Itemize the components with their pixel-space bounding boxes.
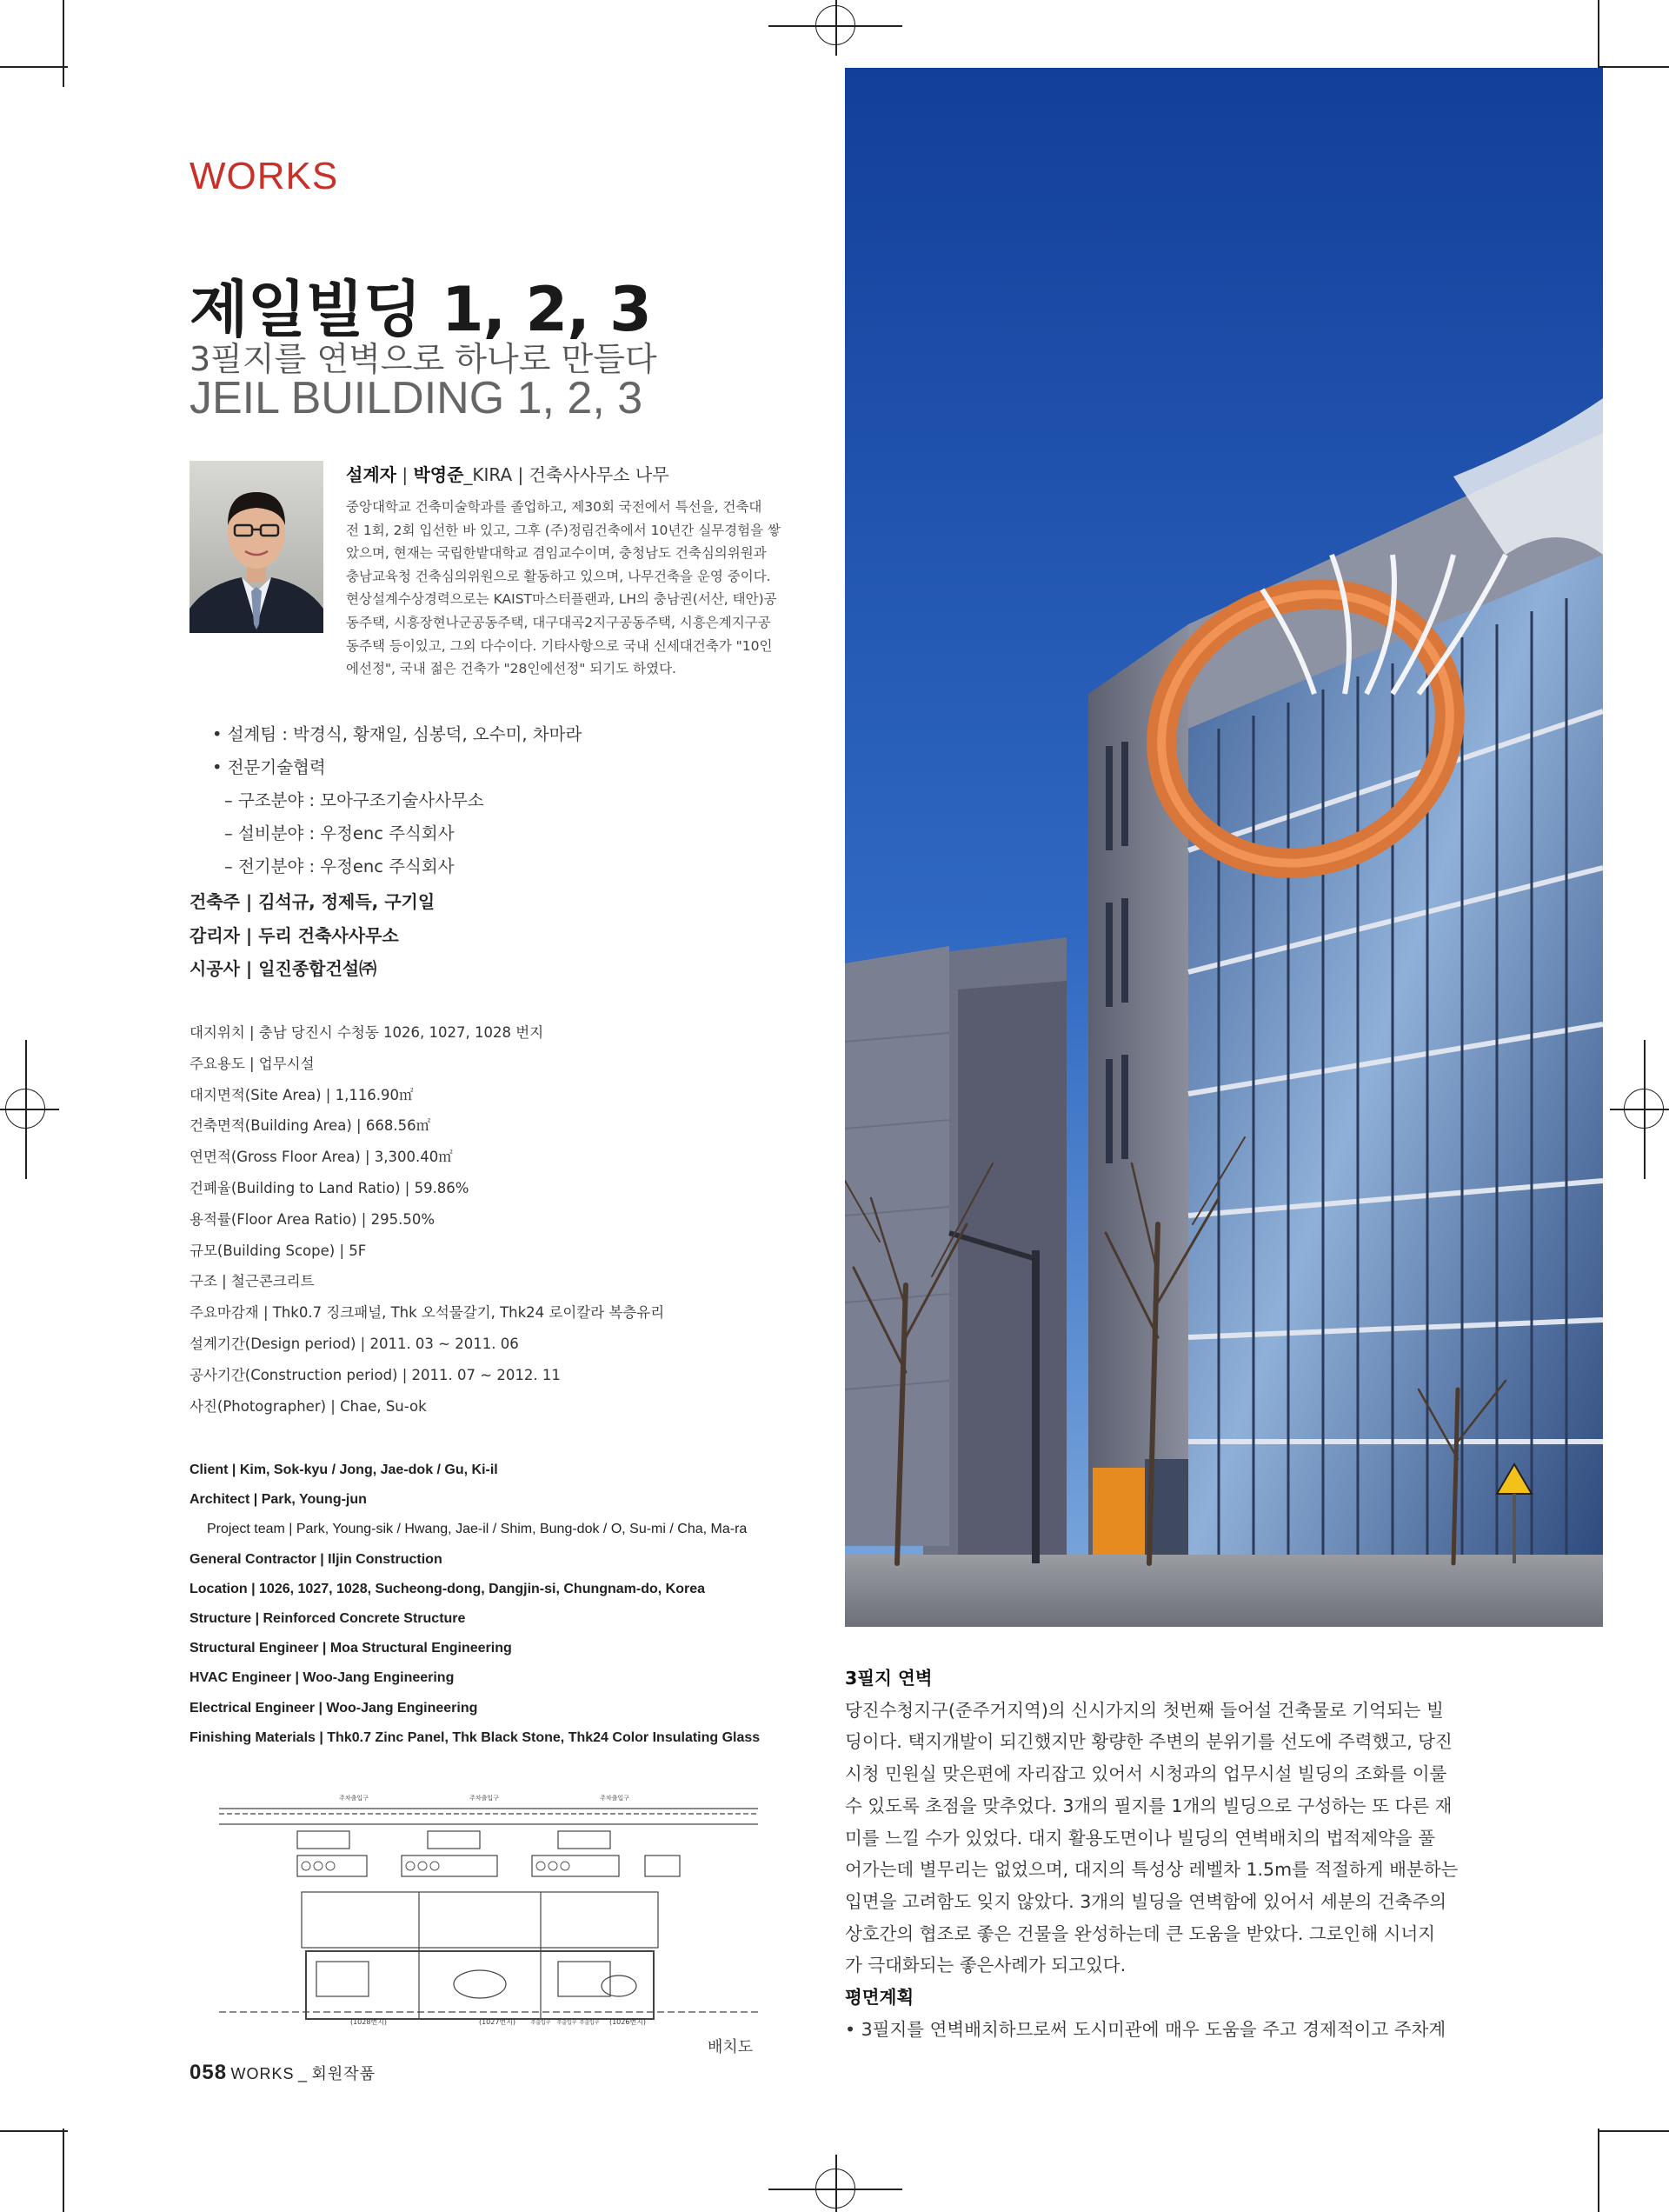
bio-line: 충남교육청 건축심의위원으로 활동하고 있으며, 나무건축을 운영 중이다.	[346, 568, 771, 584]
team-line: • 설계팀 : 박경식, 황재일, 심봉덕, 오수미, 차마라	[212, 724, 582, 744]
site-plan-drawing	[219, 1788, 758, 2026]
designer-label: 설계자	[346, 464, 396, 485]
crop-mark	[63, 2129, 64, 2212]
paragraph-line: • 3필지를 연벽배치하므로써 도시미관에 매우 도움을 주고 경제적이고 주차계	[845, 2018, 1446, 2040]
paragraph-line: 시청 민원실 맞은편에 자리잡고 있어서 시청과의 업무시설 빌딩의 조화를 이룰	[845, 1763, 1447, 1785]
team-line: – 설비분야 : 우정enc 주식회사	[224, 823, 455, 843]
spec-line: 건축면적(Building Area) | 668.56㎡	[190, 1117, 431, 1135]
divider: |	[402, 464, 414, 485]
paragraph-line: 당진수청지구(준주거지역)의 신시가지의 첫번째 들어설 건축물로 기억되는 빌	[845, 1699, 1444, 1721]
credit-line: General Contractor | Iljin Construction	[190, 1551, 442, 1567]
bio-line: 현상설계수상경력으로는 KAIST마스터플랜과, LH의 충남권(서산, 태안)공	[346, 591, 777, 608]
team-line: • 전문기술협력	[212, 757, 326, 777]
page-folio	[190, 2061, 376, 2085]
plan-lot-label: (1026번지)	[608, 2018, 647, 2026]
spec-line: 대지면적(Site Area) | 1,116.90㎡	[190, 1086, 414, 1103]
designer-portrait	[190, 461, 323, 633]
credit-line: HVAC Engineer | Woo-Jang Engineering	[190, 1670, 455, 1686]
paragraph-line: 입면을 고려함도 잊지 않았다. 3개의 빌딩을 연벽함에 있어서 세분의 건축주의	[845, 1890, 1447, 1912]
plan-bottom-label: 주출입구	[530, 2020, 551, 2026]
paragraph-line: 상호간의 협조로 좋은 건물을 완성하는데 큰 도움을 받았다. 그로인해 시너지	[845, 1922, 1436, 1944]
credit-line: Electrical Engineer | Woo-Jang Engineering	[190, 1700, 478, 1716]
spec-line: 주요마감재 | Thk0.7 징크패널, Thk 오석물갈기, Thk24 로이칼라 복층유리	[190, 1304, 665, 1322]
credit-line: Architect | Park, Young-jun	[190, 1492, 367, 1508]
folio-separator: _	[297, 2065, 308, 2082]
spec-line: 용적률(Floor Area Ratio) | 295.50%	[190, 1210, 436, 1228]
plan-entrance-label: 주차출입구	[469, 1795, 499, 1802]
credit-line: Project team | Park, Young-sik / Hwang, Jae-il / Shim, Bung-dok / O, Su-mi / Cha, Ma-ra	[207, 1522, 748, 1537]
registration-mark	[25, 1040, 27, 1179]
page-title: 제일빌딩 1, 2, 3	[190, 274, 651, 345]
spec-line: 연면적(Gross Floor Area) | 3,300.40㎡	[190, 1149, 453, 1166]
project-specs	[190, 1017, 664, 1422]
bio-line: 에선정", 국내 젊은 건축가 "28인에선정" 되기도 하였다.	[346, 661, 676, 677]
english-credits	[190, 1456, 760, 1753]
paragraph-line: 미를 느낄 수가 있었다. 대지 활용도면이나 빌딩의 연벽배치의 법적제약을 풀	[845, 1827, 1436, 1849]
plan-bottom-label: 주출입구	[579, 2020, 600, 2026]
plan-entrance-label: 주차출입구	[600, 1795, 629, 1802]
crop-mark	[1598, 66, 1669, 68]
team-line: – 구조분야 : 모아구조기술사사무소	[224, 790, 484, 810]
article-body	[845, 1662, 1459, 2045]
spec-line: 공사기간(Construction period) | 2011. 07 ~ 2012. 11	[190, 1366, 561, 1383]
bio-line: 동주택 등이있고, 그외 다수이다. 기타사항으로 국내 신세대건축가 "10인	[346, 637, 773, 654]
paragraph-line: 딩이다. 택지개발이 되긴했지만 황량한 주변의 분위기를 선도에 주력했고, 당진	[845, 1731, 1453, 1753]
owner-line: 시공사 | 일진종합건설㈜	[190, 958, 377, 979]
credit-line: Finishing Materials | Thk0.7 Zinc Panel, Thk Black Stone, Thk24 Color Insulating Glass	[190, 1729, 761, 1745]
owner-line: 감리자 | 두리 건축사사무소	[190, 924, 399, 946]
registration-mark	[835, 2155, 837, 2212]
spec-line: 규모(Building Scope) | 5F	[190, 1242, 367, 1259]
registration-mark	[0, 1109, 59, 1110]
registration-mark	[835, 0, 837, 56]
folio-category: 회원작품	[311, 2065, 376, 2082]
designer-affiliation: _KIRA	[463, 464, 513, 485]
site-plan-caption: 배치도	[708, 2038, 754, 2056]
spec-line: 대지위치 | 충남 당진시 수청동 1026, 1027, 1028 번지	[190, 1024, 544, 1041]
paragraph-line: 가 극대화되는 좋은사례가 되고있다.	[845, 1955, 1127, 1976]
crop-mark	[63, 0, 64, 87]
plan-entrance-label: 주차출입구	[339, 1795, 369, 1802]
design-team-list	[212, 718, 582, 883]
plan-bottom-label: 주출입구	[556, 2020, 577, 2026]
section-heading: 평면계획	[845, 1987, 914, 2009]
page-title-english: JEIL BUILDING 1, 2, 3	[190, 373, 643, 423]
credit-line: Client | Kim, Sok-kyu / Jong, Jae-dok / Gu, Ki-il	[190, 1462, 498, 1477]
owner-line: 건축주 | 김석규, 정제득, 구기일	[190, 891, 436, 912]
credit-line: Structure | Reinforced Concrete Structure	[190, 1611, 466, 1627]
designer-name: 박영준	[413, 464, 464, 485]
designer-office: 건축사사무소 나무	[529, 464, 669, 485]
page-number: 058	[190, 2061, 228, 2084]
section-label: WORKS	[190, 155, 339, 197]
plan-lot-label: (1028번지)	[349, 2018, 388, 2026]
bio-line: 중앙대학교 건축미술학과를 졸업하고, 제30회 국전에서 특선을, 건축대	[346, 499, 762, 515]
spec-line: 사진(Photographer) | Chae, Su-ok	[190, 1397, 427, 1415]
plan-lot-label: (1027번지)	[478, 2018, 516, 2026]
paragraph-line: 수 있도록 초점을 맞추었다. 3개의 필지를 1개의 빌딩으로 구성하는 또 다른 재	[845, 1795, 1453, 1816]
crop-mark	[1598, 2129, 1599, 2212]
team-line: – 전기분야 : 우정enc 주식회사	[224, 856, 455, 876]
bio-line: 동주택, 시흥장현나군공동주택, 대구대곡2지구공동주택, 시흥은계지구공	[346, 614, 771, 630]
owner-credits	[190, 885, 435, 986]
spec-line: 구조 | 철근콘크리트	[190, 1273, 315, 1290]
credit-line: Structural Engineer | Moa Structural Engineering	[190, 1641, 512, 1656]
designer-bio	[346, 496, 791, 681]
spec-line: 설계기간(Design period) | 2011. 03 ~ 2011. 06	[190, 1335, 519, 1352]
divider: |	[517, 464, 529, 485]
crop-mark	[0, 2130, 68, 2132]
spec-line: 건폐율(Building to Land Ratio) | 59.86%	[190, 1179, 469, 1196]
page-subtitle: 3필지를 연벽으로 하나로 만들다	[190, 340, 657, 378]
designer-header	[346, 461, 669, 486]
bio-line: 전 1회, 2회 입선한 바 있고, 그후 (주)정림건축에서 10년간 실무경험을 쌓	[346, 522, 781, 538]
folio-section: WORKS	[230, 2065, 295, 2082]
crop-mark	[1598, 2130, 1669, 2132]
registration-mark	[1610, 1109, 1669, 1110]
bio-line: 았으며, 현재는 국립한밭대학교 겸임교수이며, 충청남도 건축심의위원과	[346, 545, 767, 562]
credit-line: Location | 1026, 1027, 1028, Sucheong-dong, Dangjin-si, Chungnam-do, Korea	[190, 1581, 706, 1596]
crop-mark	[0, 66, 68, 68]
section-heading: 3필지 연벽	[845, 1668, 933, 1689]
registration-mark	[1644, 1040, 1646, 1179]
building-photo	[845, 68, 1603, 1627]
paragraph-line: 어가는데 별무리는 없었으며, 대지의 특성상 레벨차 1.5m를 적절하게 배분하는	[845, 1859, 1459, 1881]
spec-line: 주요용도 | 업무시설	[190, 1055, 315, 1072]
